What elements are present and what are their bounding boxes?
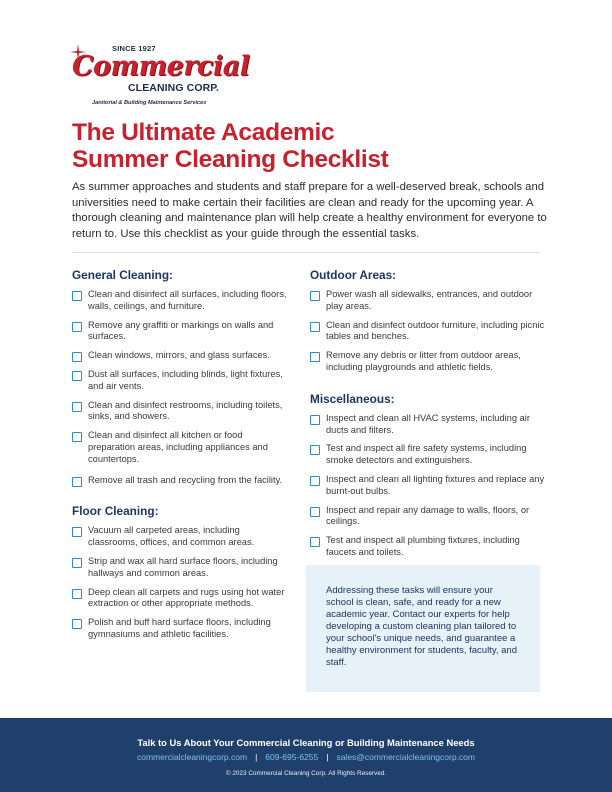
company-logo [70,44,250,114]
checkbox-icon[interactable] [72,432,82,442]
checklist-item: Clean and disinfect all kitchen or food preparation areas, including appliances and countertops. [72,430,287,465]
checkbox-icon[interactable] [310,537,320,547]
checkbox-icon[interactable] [72,477,82,487]
checklist-item: Clean windows, mirrors, and glass surfaces. [72,350,287,362]
checklist-item: Strip and wax all hard surface floors, including hallways and common areas. [72,556,287,580]
logo-wordmark: Commercial [72,51,250,82]
page-title [72,119,552,173]
general-cleaning-list [72,289,287,486]
checklist-item: Clean and disinfect restrooms, including toilets, sinks, and showers. [72,400,287,424]
outdoor-areas-list [310,289,545,374]
title-line-1: The Ultimate Academic [72,119,335,146]
left-column [72,268,287,641]
footer-contact-links [0,752,612,762]
logo-tagline: Janitorial & Building Maintenance Services [92,100,207,106]
checklist-item: Clean and disinfect outdoor furniture, including picnic tables and benches. [310,320,545,344]
checklist-item: Inspect and clean all lighting fixtures and replace any burnt-out bulbs. [310,474,545,498]
logo-since: SINCE 1927 [112,44,156,53]
checkbox-icon[interactable] [72,527,82,537]
footer-separator: | [255,752,258,762]
checkbox-icon[interactable] [310,507,320,517]
callout-box [306,565,540,692]
checkbox-icon[interactable] [72,589,82,599]
checkbox-icon[interactable] [72,371,82,381]
right-column [310,268,545,559]
miscellaneous-list [310,413,545,559]
miscellaneous-heading: Miscellaneous: [310,391,395,406]
logo-corp: CLEANING CORP. [128,82,220,94]
title-line-2: Summer Cleaning Checklist [72,146,389,173]
checklist-item: Power wash all sidewalks, entrances, and outdoor play areas. [310,289,545,313]
checklist-item: Remove any graffiti or markings on walls and surfaces. [72,320,287,344]
checkbox-icon[interactable] [72,402,82,412]
checkbox-icon[interactable] [72,619,82,629]
copyright-text: © 2023 Commercial Cleaning Corp. All Rights Reserved. [225,770,387,777]
checkbox-icon[interactable] [72,322,82,332]
checkbox-icon[interactable] [310,352,320,362]
email-link[interactable]: sales@commercialcleaningcorp.com [336,752,475,762]
checklist-item: Remove all trash and recycling from the facility. [72,475,287,487]
checklist-item: Inspect and clean all HVAC systems, including air ducts and filters. [310,413,545,437]
footer-separator: | [326,752,329,762]
intro-paragraph: As summer approaches and students and staff prepare for a well-deserved break, schools and universities need to make certain their facilities are clean and ready for the upcoming year. A thorough cleaning and maintenance plan will help create a healthy environment for everyone to return to. Use this checklist as your guide through the essential tasks. [72,181,547,240]
floor-cleaning-heading: Floor Cleaning: [72,504,159,519]
checkbox-icon[interactable] [310,291,320,301]
checklist-item: Test and inspect all fire safety systems, including smoke detectors and extinguishers. [310,443,545,467]
footer-heading: Talk to Us About Your Commercial Cleaning or Building Maintenance Needs [137,737,475,748]
checkbox-icon[interactable] [310,322,320,332]
checkbox-icon[interactable] [310,476,320,486]
checkbox-icon[interactable] [72,291,82,301]
general-cleaning-heading: General Cleaning: [72,268,173,282]
checklist-item: Remove any debris or litter from outdoor areas, including playgrounds and athletic fields. [310,350,545,374]
checklist-item: Clean and disinfect all surfaces, including floors, walls, ceilings, and furniture. [72,289,287,313]
checklist-item: Test and inspect all plumbing fixtures, including faucets and toilets. [310,535,545,559]
phone-link[interactable]: 609-695-6255 [265,752,319,762]
website-link[interactable]: commercialcleaningcorp.com [137,752,248,762]
callout-text: Addressing these tasks will ensure your school is clean, safe, and ready for a new academic year. Contact our experts for help developing a custom cleaning plan tailored to your school's unique needs, and guarantee a healthy environment for students, faculty, and staff. [326,585,517,668]
checklist-item: Dust all surfaces, including blinds, light fixtures, and air vents. [72,369,287,393]
floor-cleaning-list [72,525,287,640]
checkbox-icon[interactable] [72,352,82,362]
checklist-item: Vacuum all carpeted areas, including classrooms, offices, and common areas. [72,525,287,549]
outdoor-areas-heading: Outdoor Areas: [310,268,397,282]
checklist-item: Inspect and repair any damage to walls, floors, or ceilings. [310,505,545,529]
checkbox-icon[interactable] [310,415,320,425]
checklist-item: Deep clean all carpets and rugs using hot water extraction or other appropriate methods. [72,587,287,611]
checkbox-icon[interactable] [310,445,320,455]
checklist-item: Polish and buff hard surface floors, including gymnasiums and athletic facilities. [72,617,287,641]
footer-banner [0,718,612,792]
section-divider [72,252,540,253]
checkbox-icon[interactable] [72,558,82,568]
